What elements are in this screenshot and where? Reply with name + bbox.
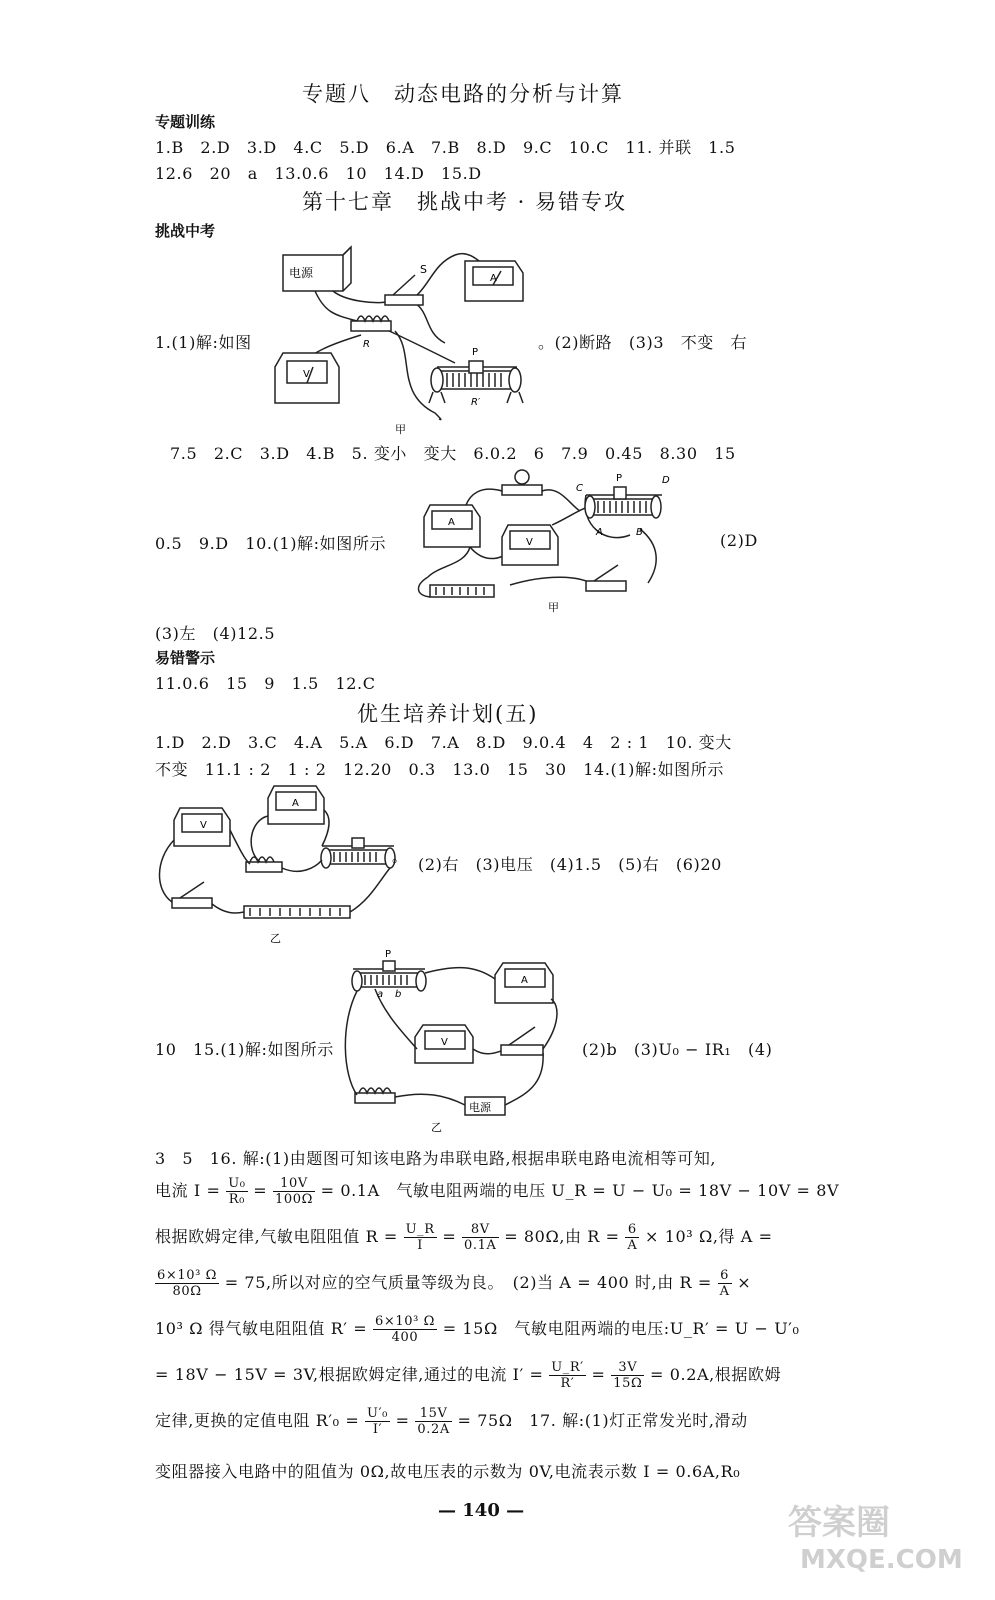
fig1-caption: 甲 bbox=[395, 423, 406, 436]
q1-suffix: 。(2)断路 (3)3 不变 右 bbox=[538, 333, 748, 352]
text: = 75Ω 17. 解:(1)灯正常发光时,滑动 bbox=[457, 1411, 748, 1430]
chapter17-line2: 7.5 2.C 3.D 4.B 5. 变小 变大 6.0.2 6 7.9 0.45 8.30 15 bbox=[170, 444, 736, 463]
fig3-caption: 乙 bbox=[270, 932, 281, 945]
denominator: A bbox=[719, 1284, 730, 1299]
q15-prefix: 10 15.(1)解:如图所示 bbox=[155, 1040, 334, 1059]
circuit-figure-2 bbox=[410, 465, 695, 615]
fig2-d-label: D bbox=[662, 475, 670, 486]
numerator: 15V bbox=[415, 1406, 451, 1422]
denominator: I bbox=[417, 1238, 423, 1253]
topic8-line2: 12.6 20 a 13.0.6 10 14.D 15.D bbox=[155, 164, 482, 183]
fig1-ammeter-label: A bbox=[490, 273, 497, 284]
fig4-slider-label: P bbox=[385, 949, 392, 960]
fig3-suffix: (2)右 (3)电压 (4)1.5 (5)右 (6)20 bbox=[418, 855, 722, 874]
fraction bbox=[404, 1222, 437, 1253]
chapter17-line5: 11.0.6 15 9 1.5 12.C bbox=[155, 674, 376, 693]
text: 电流 I = bbox=[155, 1181, 221, 1200]
q10-prefix: 0.5 9.D 10.(1)解:如图所示 bbox=[155, 534, 387, 553]
plan5-line2: 不变 11.1 : 2 1 : 2 12.20 0.3 13.0 15 30 14.(1)解:如图所示 bbox=[155, 760, 724, 779]
fig1-voltmeter-label: V bbox=[303, 369, 310, 380]
text: = bbox=[395, 1411, 410, 1430]
text: × 10³ Ω,得 A = bbox=[645, 1227, 773, 1246]
numerator: U_R bbox=[405, 1222, 435, 1237]
denominator: R′ bbox=[560, 1376, 575, 1391]
text: = bbox=[253, 1181, 268, 1200]
chapter17-line4: (3)左 (4)12.5 bbox=[155, 624, 276, 643]
fig4-b-label: b bbox=[395, 989, 402, 1000]
numerator: 6×10³ Ω bbox=[374, 1314, 435, 1329]
text: × bbox=[737, 1273, 752, 1292]
solution-line-6 bbox=[155, 1360, 781, 1391]
text: = 80Ω,由 R = bbox=[504, 1227, 620, 1246]
denominator: 80Ω bbox=[172, 1284, 202, 1299]
fig1-rheostat-label: R′ bbox=[471, 397, 481, 408]
fig3-voltmeter-label: V bbox=[200, 820, 207, 831]
fraction bbox=[625, 1222, 639, 1253]
denominator: 15Ω bbox=[613, 1376, 643, 1391]
text: 根据欧姆定律,气敏电阻阻值 R = bbox=[155, 1227, 398, 1246]
fig4-voltmeter-label: V bbox=[441, 1037, 448, 1048]
numerator: U₀ bbox=[228, 1176, 246, 1191]
numerator: 3V bbox=[611, 1360, 644, 1376]
watermark-url: MXQE.COM bbox=[800, 1545, 963, 1575]
chapter17-section-errors: 易错警示 bbox=[155, 649, 216, 667]
fig2-voltmeter-label: V bbox=[526, 537, 533, 548]
text: = 0.2A,根据欧姆 bbox=[650, 1365, 782, 1384]
denominator: 0.1A bbox=[464, 1238, 497, 1253]
circuit-figure-3 bbox=[150, 780, 405, 950]
text: = 18V − 15V = 3V,根据欧姆定律,通过的电流 I′ = bbox=[155, 1365, 544, 1384]
solution-line-2 bbox=[155, 1176, 839, 1207]
numerator: 6 bbox=[718, 1268, 732, 1284]
watermark-logo: 答案圈 bbox=[788, 1503, 890, 1543]
chapter17-section-challenge: 挑战中考 bbox=[155, 222, 216, 240]
fig2-slider-label: P bbox=[616, 473, 623, 484]
fig4-caption: 乙 bbox=[431, 1121, 442, 1134]
numerator: U′₀ bbox=[367, 1406, 388, 1421]
fig2-a-label: A bbox=[596, 527, 603, 538]
fig3-ammeter-label: A bbox=[292, 798, 299, 809]
q1-prefix: 1.(1)解:如图 bbox=[155, 333, 252, 352]
fraction bbox=[718, 1268, 732, 1299]
plan5-line1: 1.D 2.D 3.C 4.A 5.A 6.D 7.A 8.D 9.0.4 4 2 : 1 10. 变大 bbox=[155, 733, 732, 752]
text: = bbox=[591, 1365, 606, 1384]
numerator: 6×10³ Ω bbox=[157, 1268, 218, 1283]
fig1-switch-label: S bbox=[420, 263, 427, 276]
numerator: 8V bbox=[462, 1222, 498, 1238]
q15-suffix: (2)b (3)U₀ − IR₁ (4) bbox=[582, 1040, 773, 1059]
solution-line-5 bbox=[155, 1314, 800, 1345]
topic8-title: 专题八 动态电路的分析与计算 bbox=[302, 82, 624, 106]
text: 10³ Ω 得气敏电阻阻值 R′ = bbox=[155, 1319, 368, 1338]
fig4-a-label: a bbox=[377, 989, 384, 1000]
solution-line-4 bbox=[155, 1268, 751, 1299]
fraction bbox=[611, 1360, 644, 1391]
solution-line-7 bbox=[155, 1406, 748, 1437]
circuit-figure-1 bbox=[265, 243, 540, 443]
numerator: U_R′ bbox=[551, 1360, 584, 1375]
fraction bbox=[273, 1176, 315, 1207]
plan5-title: 优生培养计划(五) bbox=[357, 702, 539, 726]
denominator: I′ bbox=[372, 1422, 383, 1437]
fig1-power-label: 电源 bbox=[289, 266, 314, 280]
text: = bbox=[442, 1227, 457, 1246]
fig4-power-label: 电源 bbox=[469, 1101, 491, 1114]
circuit-figure-4 bbox=[345, 945, 570, 1135]
topic8-section: 专题训练 bbox=[155, 113, 216, 131]
text: = 15Ω 气敏电阻两端的电压:U_R′ = U − U′₀ bbox=[442, 1319, 800, 1338]
fig2-c-label: C bbox=[576, 483, 583, 494]
fraction bbox=[226, 1176, 247, 1207]
fraction bbox=[365, 1406, 390, 1437]
numerator: 6 bbox=[625, 1222, 639, 1238]
denominator: A bbox=[627, 1238, 638, 1253]
fig2-caption: 甲 bbox=[548, 601, 559, 614]
solution-line-8: 变阻器接入电路中的阻值为 0Ω,故电压表的示数为 0V,电流表示数 I = 0.6A,R₀ bbox=[155, 1462, 741, 1481]
fig4-ammeter-label: A bbox=[521, 975, 528, 986]
solution-line-1: 3 5 16. 解:(1)由题图可知该电路为串联电路,根据串联电路电流相等可知, bbox=[155, 1149, 717, 1168]
fraction bbox=[155, 1268, 219, 1299]
fig2-b-label: B bbox=[636, 527, 643, 538]
q10-suffix: (2)D bbox=[720, 531, 758, 550]
solution-line-3 bbox=[155, 1222, 773, 1253]
denominator: R₀ bbox=[228, 1192, 245, 1207]
text: = 0.1A 气敏电阻两端的电压 U_R = U − U₀ = 18V − 10V = 8V bbox=[320, 1181, 840, 1200]
text: 定律,更换的定值电阻 R′₀ = bbox=[155, 1411, 360, 1430]
topic8-line1: 1.B 2.D 3.D 4.C 5.D 6.A 7.B 8.D 9.C 10.C 11. 并联 1.5 bbox=[155, 138, 736, 157]
page-number: — 140 — bbox=[438, 1500, 525, 1521]
fraction bbox=[549, 1360, 586, 1391]
fraction bbox=[415, 1406, 451, 1437]
denominator: 100Ω bbox=[274, 1192, 313, 1207]
denominator: 0.2A bbox=[417, 1422, 450, 1437]
text: = 75,所以对应的空气质量等级为良。 (2)当 A = 400 时,由 R = bbox=[224, 1273, 712, 1292]
chapter17-title: 第十七章 挑战中考 · 易错专攻 bbox=[302, 190, 628, 214]
fig2-ammeter-label: A bbox=[448, 517, 455, 528]
numerator: 10V bbox=[273, 1176, 315, 1192]
fig1-slider-label: P bbox=[472, 347, 479, 358]
fig3-dot: 。 bbox=[392, 850, 406, 866]
fraction bbox=[462, 1222, 498, 1253]
fig1-resistor-label: R bbox=[363, 339, 370, 350]
denominator: 400 bbox=[391, 1330, 419, 1345]
fraction bbox=[373, 1314, 437, 1345]
